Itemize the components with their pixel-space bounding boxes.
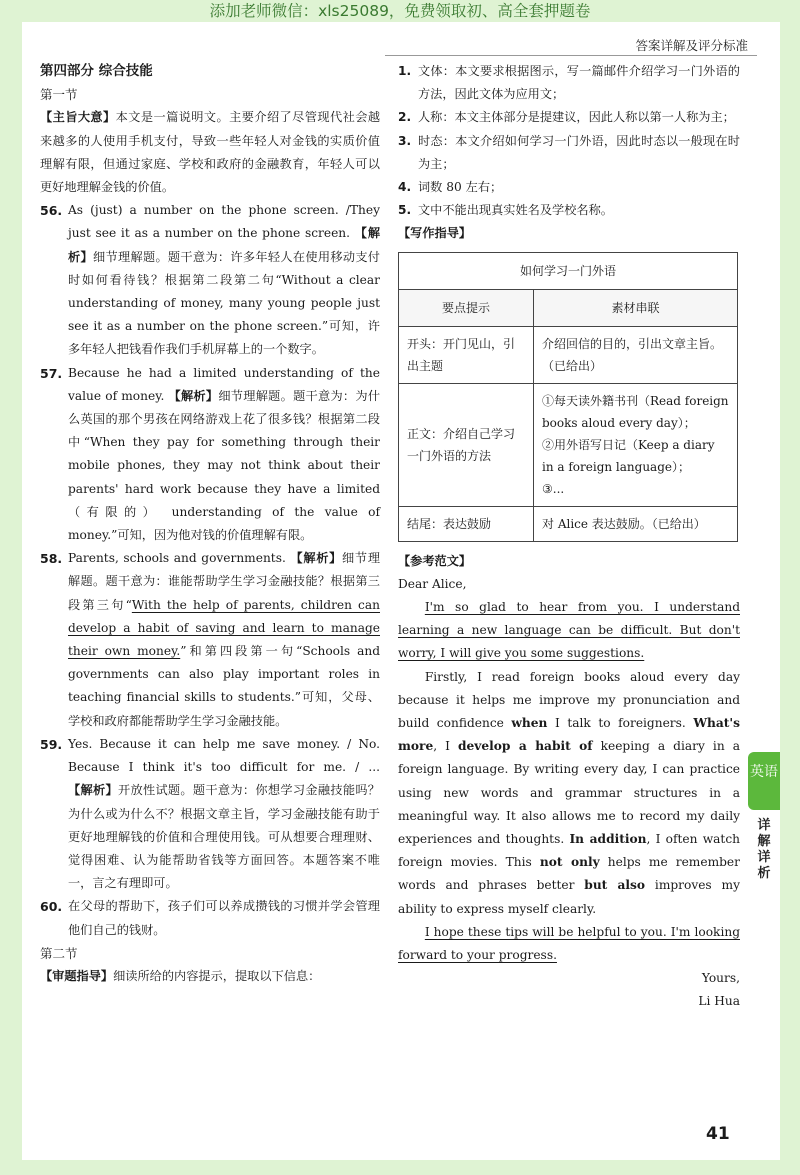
- writing-guide-tag: 【写作指导】: [398, 226, 472, 241]
- analysis-text: ”可知，父母、学校和政府都能帮助学生学习金融技能。: [68, 690, 380, 728]
- material-line: ①每天读外籍书刊（Read foreign books aloud every day）；: [542, 393, 729, 430]
- writing-guide-table: [398, 252, 738, 542]
- analysis-tag: 【解析】: [290, 551, 343, 566]
- keyword: but also: [584, 878, 646, 893]
- analysis-text: ”和第四段第一句“: [180, 644, 303, 659]
- header-rule: [385, 55, 757, 56]
- letter-text: , I: [433, 739, 459, 754]
- table-cell: 介绍回信的目的，引出文章主旨。（已给出）: [534, 326, 738, 383]
- requirement-item: [398, 130, 740, 176]
- section-two-title: 第二节: [40, 945, 78, 961]
- letter-greeting: Dear Alice,: [398, 576, 467, 591]
- requirement-item: [398, 60, 740, 106]
- requirement-text: 时态：本文介绍如何学习一门外语，因此时态以一般现在时为主；: [418, 133, 740, 171]
- requirement-text: 词数 80 左右；: [418, 180, 503, 195]
- section-one-title: 第一节: [40, 87, 78, 103]
- requirement-item: [398, 176, 740, 199]
- underlined-quote: With the help of parents, children can develop a habit of saving and learn to manage their own money.: [68, 597, 380, 659]
- answer-text: Parents, schools and governments.: [68, 551, 286, 566]
- answer-text: 在父母的帮助下，孩子们可以养成攒钱的习惯并学会管理他们自己的钱财。: [68, 899, 380, 937]
- left-column: [40, 60, 380, 988]
- page-number: 41: [706, 1124, 730, 1144]
- requirement-number: 5.: [398, 203, 412, 218]
- table-header-points: 要点提示: [399, 289, 534, 326]
- question-56: [40, 199, 380, 361]
- page-frame-left: [0, 0, 22, 1175]
- requirement-number: 2.: [398, 110, 412, 125]
- letter-paragraph-opening: I'm so glad to hear from you. I understand learning a new language can be difficult. But don't worry, I will give you some suggestions.: [398, 600, 740, 661]
- question-number: 56.: [40, 203, 63, 219]
- sample-letter: [398, 550, 740, 1014]
- section-side-label: 详解详析: [757, 818, 771, 881]
- keyword: In addition: [569, 832, 647, 847]
- table-header-materials: 素材串联: [534, 289, 738, 326]
- table-row: [399, 383, 738, 506]
- answer-text: Yes. Because it can help me save money. / No. Because I think it's too difficult for me. / ...: [68, 736, 380, 775]
- analysis-text: ”可知，因为他对钱的价值理解有限。: [111, 528, 313, 543]
- requirement-number: 1.: [398, 64, 412, 78]
- letter-text: I talk to foreigners.: [547, 716, 694, 731]
- material-line: ③...: [542, 481, 565, 496]
- material-line: ②用外语写日记（Keep a diary in a foreign language）；: [542, 437, 715, 474]
- main-idea-tag: 【主旨大意】: [40, 110, 116, 125]
- letter-text: , I often watch foreign movies. This: [398, 832, 741, 870]
- keyword: What's more: [398, 716, 740, 754]
- question-number: 58.: [40, 551, 63, 567]
- letter-signature: Li Hua: [698, 994, 740, 1009]
- requirement-text: 文体：本文要求根据图示，写一篇邮件介绍学习一门外语的方法，因此文体为应用文；: [418, 64, 740, 102]
- watermark-banner: 添加老师微信：xls25089，免费领取初、高全套押题卷: [209, 2, 591, 20]
- main-idea-text: 本文是一篇说明文。主要介绍了尽管现代社会越来越多的人使用手机支付，导致一些年轻人对金钱的实质价值理解有限，但通过家庭、学校和政府的金融教育，年轻人可以更好地理解金钱的价值。: [40, 110, 381, 195]
- keyword: not only: [539, 855, 600, 870]
- keyword: develop a habit of: [458, 739, 593, 754]
- table-cell: [534, 383, 738, 506]
- quote-text: When they pay for something through their mobile phones, they may not think about their parents' hard work because they have a limited: [68, 435, 381, 496]
- requirement-item: [398, 199, 740, 222]
- requirement-text: 文中不能出现真实姓名及学校名称。: [418, 203, 613, 218]
- answer-text: As (just) a number on the phone screen. /They just see it as a number on the phone screen.: [68, 203, 380, 241]
- review-tag: 【审题指导】: [40, 968, 114, 983]
- table-title: 如何学习一门外语: [399, 252, 738, 289]
- right-column: [398, 60, 740, 1014]
- analysis-tag: 【解析】: [68, 783, 118, 798]
- question-number: 59.: [40, 736, 63, 752]
- analysis-tag: 【解析】: [168, 388, 219, 403]
- question-59: [40, 733, 380, 895]
- analysis-text: 开放性试题。题干意为：你想学习金融技能吗？为什么或为什么不？根据文章主旨，学习金融技能有助于更好地理解钱的价值和合理使用钱。可从想要合理理财、觉得困难、认为能帮助省钱等方面回答。本题答案不唯一，言之有理即可。: [68, 783, 380, 891]
- page-frame-right: [780, 0, 800, 1175]
- quote-text: understanding of the value of money.: [68, 504, 381, 543]
- letter-paragraph-body: [398, 666, 740, 921]
- question-number: 57.: [40, 365, 63, 381]
- gloss-text: （有限的）: [68, 504, 162, 519]
- answer-text: Because he had a limited understanding of the value of money.: [68, 365, 380, 403]
- keyword: when: [511, 716, 548, 731]
- analysis-text: 细节理解题。题干意为：为什么英国的那个男孩在网络游戏上花了很多钱？根据第二段中“: [68, 388, 381, 450]
- letter-closing: Yours,: [701, 971, 740, 986]
- letter-text: keeping a diary in a foreign language. By writing every day, I can practice using new words and grammar structures in a meaningful way. It also allows me to record my daily experiences and thoughts.: [398, 739, 740, 847]
- letter-text: Firstly, I read foreign books aloud every day because it helps me improve my pronunciation and build confidence: [398, 669, 740, 731]
- requirement-number: 4.: [398, 180, 412, 195]
- question-60: [40, 895, 380, 941]
- running-header: 答案详解及评分标准: [635, 38, 748, 53]
- analysis-text: ”可知，许多年轻人把钱看作我们手机屏幕上的一个数字。: [68, 319, 380, 357]
- page-frame-bottom: [0, 1160, 800, 1175]
- table-cell: 结尾：表达鼓励: [399, 506, 534, 541]
- question-number: 60.: [40, 899, 63, 915]
- subject-tab: 英语: [748, 752, 780, 810]
- question-58: [40, 547, 380, 733]
- table-cell: 开头：开门见山，引出主题: [399, 326, 534, 383]
- table-cell: 正文：介绍自己学习一门外语的方法: [399, 383, 534, 506]
- review-text: 细读所给的内容提示，提取以下信息：: [113, 968, 321, 983]
- review-guide: [40, 965, 380, 988]
- quote-text: Schools and governments can also play important roles in teaching financial skills to students.: [68, 644, 380, 705]
- analysis-text: 细节理解题。题干意为：许多年轻人在使用移动支付时如何看待钱？根据第二段第二句“: [68, 249, 380, 287]
- letter-text: improves my ability to express myself clearly.: [398, 878, 740, 916]
- quote-text: Without a clear understanding of money, many young people just see it as a number on the phone screen.: [68, 272, 380, 334]
- requirement-number: 3.: [398, 133, 412, 148]
- letter-text: helps me remember words and phrases better: [398, 855, 740, 893]
- analysis-text: 细节理解题。题干意为：谁能帮助学生学习金融技能？根据第三段第三句“: [68, 551, 381, 612]
- requirement-text: 人称：本文主体部分是提建议，因此人称以第一人称为主；: [418, 110, 735, 125]
- table-cell: 对 Alice 表达鼓励。（已给出）: [534, 506, 738, 541]
- part-title: 第四部分 综合技能: [40, 63, 153, 79]
- requirement-item: [398, 106, 740, 129]
- sample-tag: 【参考范文】: [398, 553, 472, 568]
- table-row: [399, 326, 738, 383]
- table-row: [399, 506, 738, 541]
- main-idea: [40, 106, 380, 199]
- analysis-tag: 【解析】: [68, 226, 381, 264]
- question-57: [40, 362, 380, 548]
- letter-paragraph-closing: I hope these tips will be helpful to you. I'm looking forward to your progress.: [398, 924, 740, 963]
